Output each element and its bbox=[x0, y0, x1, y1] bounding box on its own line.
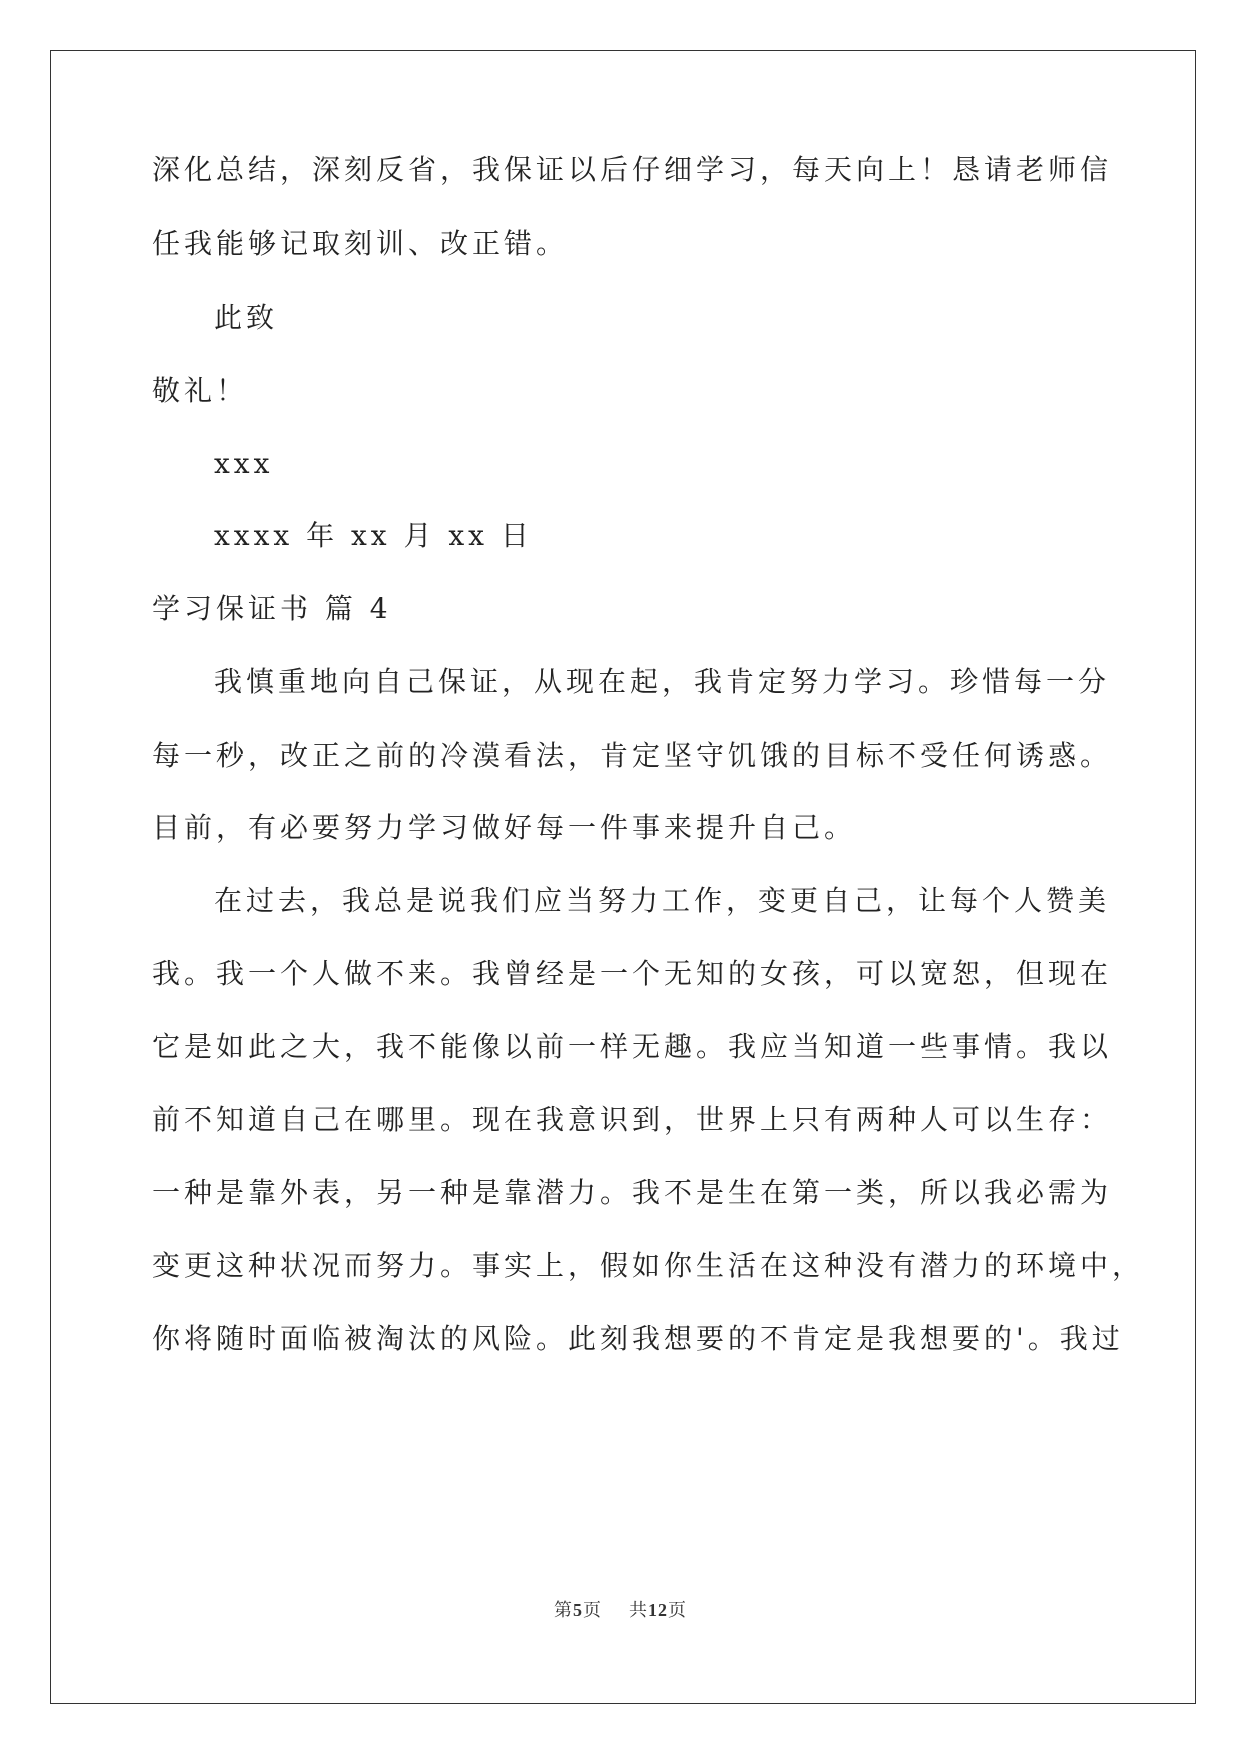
text-line: 它是如此之大，我不能像以前一样无趣。我应当知道一些事情。我以 bbox=[152, 1030, 1113, 1063]
text-line: 在过去，我总是说我们应当努力工作，变更自己，让每个人赞美 bbox=[214, 884, 1111, 917]
text-line: 你将随时面临被淘汰的风险。此刻我想要的不肯定是我想要的'。我过 bbox=[152, 1322, 1124, 1355]
footer-total-prefix: 共 bbox=[628, 1600, 648, 1621]
text-line: 任我能够记取刻训、改正错。 bbox=[152, 227, 569, 260]
footer-page-suffix: 页 bbox=[583, 1600, 603, 1621]
text-line: 一种是靠外表，另一种是靠潜力。我不是生在第一类，所以我必需为 bbox=[152, 1176, 1113, 1209]
footer-total-suffix: 页 bbox=[667, 1600, 687, 1621]
page-number: 5 bbox=[573, 1600, 584, 1620]
text-line: 变更这种状况而努力。事实上，假如你生活在这种没有潜力的环境中， bbox=[152, 1249, 1145, 1282]
signature-date: xxxx 年 xx 月 xx 日 bbox=[214, 519, 533, 552]
text-line: 深化总结，深刻反省，我保证以后仔细学习，每天向上！恳请老师信 bbox=[152, 153, 1113, 186]
footer-prefix: 第 bbox=[554, 1600, 574, 1621]
text-line: 每一秒，改正之前的冷漠看法，肯定坚守饥饿的目标不受任何诱惑。 bbox=[152, 739, 1113, 772]
total-pages: 12 bbox=[647, 1600, 668, 1620]
section-heading: 学习保证书 篇 4 bbox=[152, 592, 392, 625]
signature-name: xxx bbox=[214, 447, 274, 480]
text-line: 我慎重地向自己保证，从现在起，我肯定努力学习。珍惜每一分 bbox=[214, 665, 1111, 698]
text-line: 目前，有必要努力学习做好每一件事来提升自己。 bbox=[152, 811, 857, 844]
closing-respect: 敬礼！ bbox=[152, 374, 249, 407]
text-line: 前不知道自己在哪里。现在我意识到，世界上只有两种人可以生存： bbox=[152, 1103, 1113, 1136]
page-footer bbox=[0, 1599, 1241, 1622]
text-line: 我。我一个人做不来。我曾经是一个无知的女孩，可以宽恕，但现在 bbox=[152, 957, 1113, 990]
closing-salutation: 此致 bbox=[214, 301, 279, 334]
page-border bbox=[50, 50, 1196, 1704]
